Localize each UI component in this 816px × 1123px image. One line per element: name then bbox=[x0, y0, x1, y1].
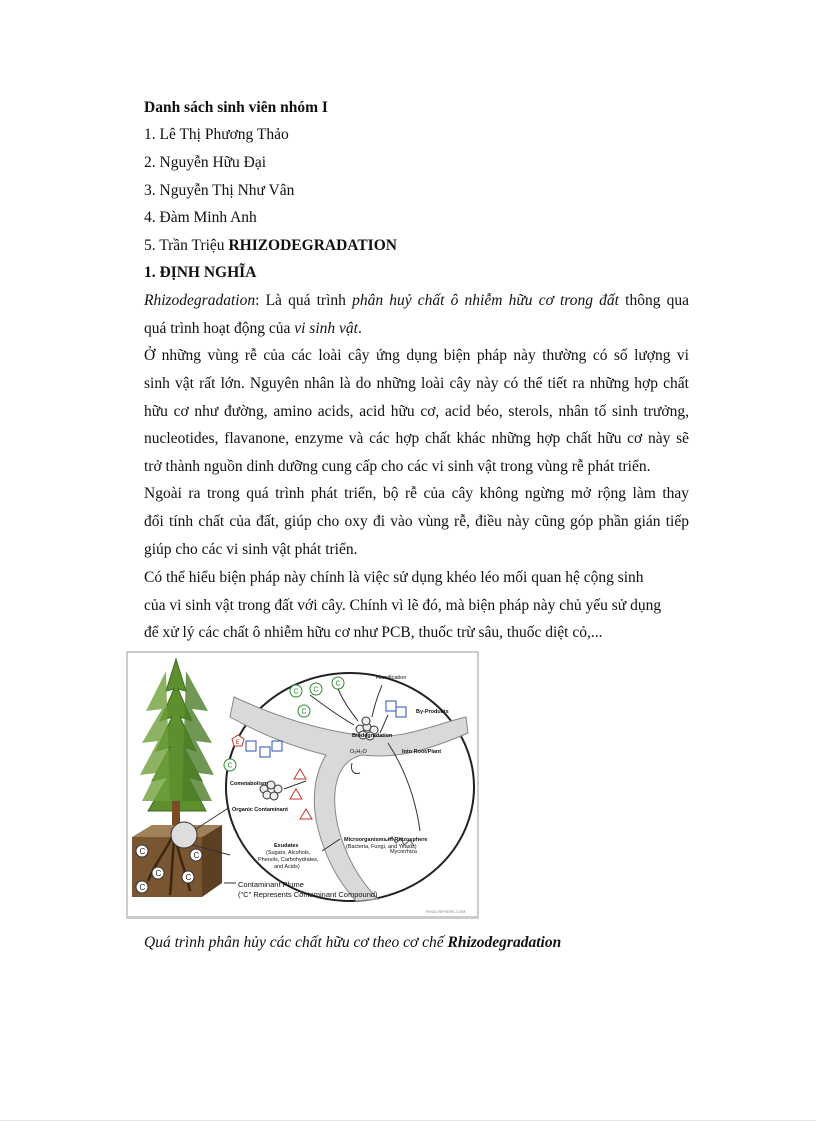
paragraph-3-line: giúp cho các vi sinh vật phát triển. bbox=[144, 541, 358, 558]
definition-microbe: vi sinh vật bbox=[294, 320, 358, 337]
label-mycorrhiza: Mycorrhiza bbox=[390, 849, 417, 855]
paragraph-4-line: của vi sinh vật trong đất với cây. Chính vì lẽ đó, mà biện pháp này chủ yếu sử dụng bbox=[144, 597, 662, 614]
paragraph-4-line: để xử lý các chất ô nhiễm hữu cơ như PCB, thuốc trừ sâu, thuốc diệt cỏ,... bbox=[144, 624, 603, 641]
figure-credit: RHIZOSPHERE.COM bbox=[426, 909, 466, 914]
paragraph-3-line: đổi tính chất của đất, giúp cho oxy đi vào vùng rễ, điều này cũng góp phần gián tiếp bbox=[144, 513, 689, 530]
paragraph-3-line: Ngoài ra trong quá trình phát triển, bộ rễ của cây không ngừng mở rộng làm thay bbox=[144, 485, 689, 502]
c-label: C bbox=[335, 680, 341, 688]
label-cometabolism: Cometabolism bbox=[230, 781, 268, 787]
label-exudates-detail: (Sugars, Alcohols, bbox=[266, 850, 311, 856]
c-label: C bbox=[139, 883, 146, 892]
doc-title: RHIZODEGRADATION bbox=[228, 237, 397, 254]
label-microorganisms: Microorganisms in Rhizosphere bbox=[344, 837, 428, 843]
paragraph-4-line: Có thể hiểu biện pháp này chính là việc sử dụng khéo léo mối quan hệ cộng sinh bbox=[144, 569, 644, 586]
label-exudates-detail: Phenols, Carbohydrates, bbox=[258, 857, 319, 863]
label-humification: Humification bbox=[376, 675, 407, 681]
label-byproducts: By-Products bbox=[416, 709, 449, 715]
paragraph-2-line: sinh vật rất lớn. Nguyên nhân là do những loài cây này có thể tiết ra những hợp chất bbox=[144, 375, 689, 392]
definition-line-2 bbox=[144, 319, 362, 339]
paragraph-2-line: nucleotides, flavanone, enzyme và các hợp chất khác những hợp chất hữu cơ này sẽ bbox=[144, 430, 689, 447]
paragraph-2-line: Ở những vùng rễ của các loài cây ứng dụng biện pháp này thường có số lượng vi bbox=[144, 347, 689, 364]
label-contaminant-plume-note: ("C" Represents Contaminant Compound) bbox=[238, 890, 378, 899]
member-4: 4. Đàm Minh Anh bbox=[144, 209, 257, 226]
paragraph-2-line: hữu cơ như đường, amino acids, acid hữu cơ, acid béo, sterols, nhân tố sinh trưởng, bbox=[144, 403, 689, 420]
definition-period: . bbox=[357, 320, 362, 337]
figure-caption bbox=[144, 934, 561, 952]
page-bottom-rule bbox=[0, 1120, 816, 1121]
label-formula: O₂H₂O bbox=[350, 749, 367, 755]
c-label: C bbox=[293, 688, 299, 696]
section-heading: 1. ĐỊNH NGHĨA bbox=[144, 264, 257, 281]
definition-phrase: phân huỷ chất ô nhiễm hữu cơ trong đất bbox=[352, 292, 619, 309]
rhizodegradation-figure bbox=[126, 651, 479, 919]
member-3: 3. Nguyễn Thị Như Vân bbox=[144, 182, 295, 199]
label-biodegradation: Biodegradation bbox=[352, 733, 393, 739]
label-exudates-detail: and Acids) bbox=[274, 864, 300, 870]
zoom-origin-icon bbox=[171, 822, 197, 848]
rhizodegradation-diagram bbox=[126, 651, 479, 919]
definition-line-2-text: quá trình hoạt động của bbox=[144, 320, 295, 337]
c-label: C bbox=[155, 869, 162, 878]
paragraph-2-line: trở thành nguồn dinh dưỡng cung cấp cho các vi sinh vật trong vùng rễ phát triển. bbox=[144, 458, 651, 475]
label-contaminant-plume: Contaminant Plume bbox=[238, 880, 304, 889]
e-label: E bbox=[235, 740, 240, 746]
c-label: C bbox=[193, 851, 200, 860]
member-5 bbox=[144, 236, 397, 256]
member-2: 2. Nguyễn Hữu Đại bbox=[144, 154, 267, 171]
c-label: C bbox=[185, 873, 192, 882]
label-microorganisms-detail: (Bacteria, Fungi, and Yeasts) bbox=[346, 844, 417, 850]
caption-bold: Rhizodegradation bbox=[447, 934, 562, 951]
c-label: C bbox=[313, 686, 319, 694]
member-1: 1. Lê Thị Phương Thảo bbox=[144, 126, 289, 143]
c-label: C bbox=[301, 708, 307, 716]
group-title: Danh sách sinh viên nhóm I bbox=[144, 99, 328, 116]
definition-text: : Là quá trình bbox=[255, 292, 353, 309]
c-label: C bbox=[139, 847, 146, 856]
definition-line-1 bbox=[144, 291, 689, 311]
label-exudates: Exudates bbox=[274, 843, 299, 849]
c-label: C bbox=[227, 762, 233, 770]
member-5-name: 5. Trần Triệu bbox=[144, 237, 229, 254]
caption-text: Quá trình phân hủy các chất hữu cơ theo cơ chế bbox=[144, 934, 448, 951]
label-into-root: Into Root/Plant bbox=[402, 749, 442, 755]
label-organic-contaminant: Organic Contaminant bbox=[232, 807, 288, 813]
definition-text-end: thông qua bbox=[619, 292, 690, 309]
definition-term: Rhizodegradation bbox=[144, 292, 256, 309]
